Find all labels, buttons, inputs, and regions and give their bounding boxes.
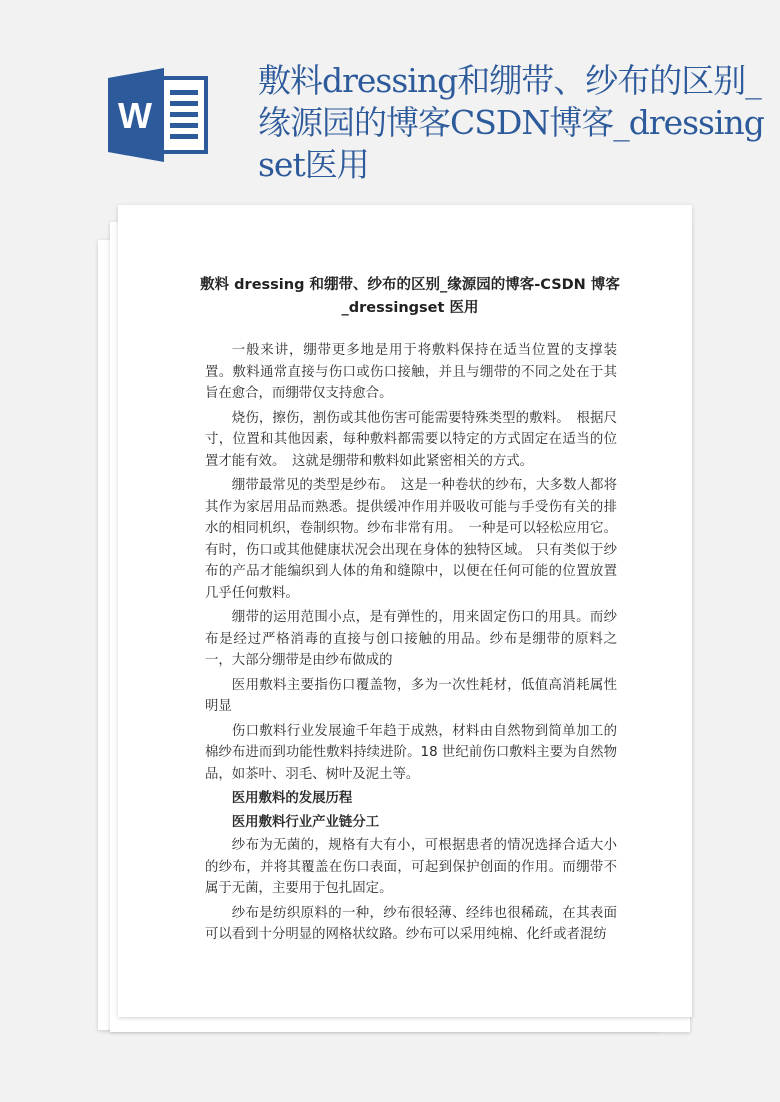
document-title: 敷料 dressing 和绷带、纱布的区别_缘源园的博客-CSDN 博客_dressingset 医用	[200, 277, 620, 316]
paragraph: 绷带的运用范围小点，是有弹性的，用来固定伤口的用具。而纱布是经过严格消毒的直接与创口接触的用品。纱布是绷带的原料之一，大部分绷带是由纱布做成的	[205, 610, 617, 668]
paragraph: 纱布是纺织原料的一种，纱布很轻薄、经纬也很稀疏，在其表面可以看到十分明显的网格状纹路。纱布可以采用纯棉、化纤或者混纺	[205, 905, 617, 942]
paragraph: 绷带最常见的类型是纱布。 这是一种卷状的纱布，大多数人都将其作为家居用品而熟悉。提供缓冲作用并吸收可能与手受伤有关的排水的相同机织，卷制织物。纱布非常有用。 一种是可以轻松应用它。有时，伤口或其他健康状况会出现在身体的独特区域。 只有类似于纱布的产品才能编织到人体的角和缝隙中，以便在任何可能的位置放置几乎任何敷料。	[205, 478, 617, 601]
paragraph: 一般来讲，绷带更多地是用于将敷料保持在适当位置的支撑装置。敷料通常直接与伤口或伤口接触，并且与绷带的不同之处在于其旨在愈合，而绷带仅支持愈合。	[205, 343, 617, 401]
paragraph: 烧伤，擦伤，割伤或其他伤害可能需要特殊类型的敷料。 根据尺寸，位置和其他因素，每种敷料都需要以特定的方式固定在适当的位置才能有效。 这就是绷带和敷料如此紧密相关的方式。	[205, 410, 617, 469]
paragraph: 纱布为无菌的，规格有大有小，可根据患者的情况选择合适大小的纱布，并将其覆盖在伤口表面，可起到保护创面的作用。而绷带不属于无菌，主要用于包扎固定。	[205, 838, 617, 896]
paragraph: 医用敷料主要指伤口覆盖物，多为一次性耗材，低值高消耗属性明显	[205, 677, 617, 714]
document-body	[205, 340, 617, 949]
word-document-icon	[108, 68, 208, 162]
section-heading: 医用敷料行业产业链分工	[231, 814, 380, 830]
section-heading: 医用敷料的发展历程	[231, 791, 353, 806]
document-header-title: 敷料dressing和绷带、纱布的区别_缘源园的博客CSDN博客_dressingset医用	[258, 61, 764, 184]
svg-text:W: W	[118, 95, 152, 136]
paragraph: 伤口敷料行业发展逾千年趋于成熟，材料由自然物到简单加工的棉纱布进而到功能性敷料持续进阶。18 世纪前伤口敷料主要为自然物品，如茶叶、羽毛、树叶及泥土等。	[205, 723, 617, 782]
